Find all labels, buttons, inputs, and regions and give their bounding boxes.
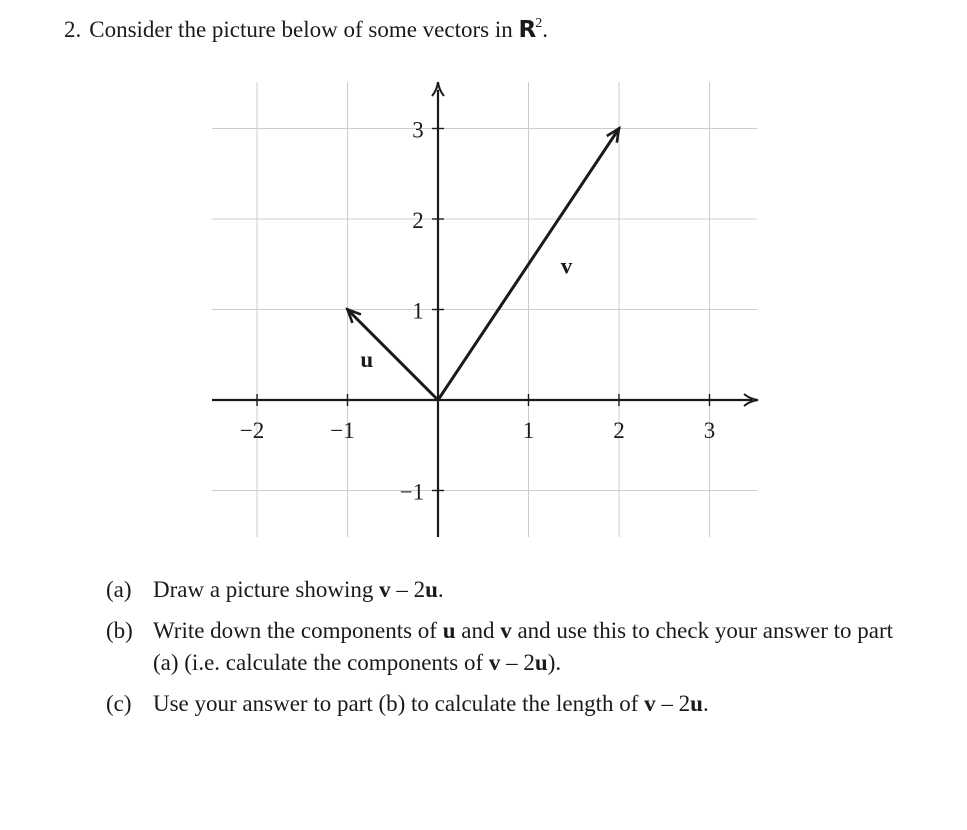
- space-exponent: 2: [535, 16, 543, 31]
- part-text: [153, 574, 906, 606]
- question-end-punct: .: [542, 17, 548, 42]
- y-tick-label: 3: [412, 117, 424, 143]
- part-text-segment: and: [455, 618, 501, 643]
- y-tick-label: 2: [412, 208, 424, 233]
- x-tick-label: −2: [239, 418, 265, 443]
- question-number: 2.: [64, 17, 82, 42]
- part-text: [153, 688, 906, 720]
- part-text-segment: and use this to check your answer to part (a) (i.e. calculate the components of: [153, 618, 894, 675]
- question-part: [106, 688, 906, 720]
- vector-symbol: v: [488, 650, 501, 675]
- vector-symbol: v: [379, 577, 391, 602]
- part-tag: (b): [106, 618, 133, 643]
- part-text-segment: Use your answer to part (b) to calculate the length of: [153, 691, 645, 716]
- part-text-segment: Draw a picture showing: [153, 577, 380, 602]
- vectors: [348, 129, 620, 401]
- vector-v-label: v: [560, 253, 573, 279]
- question-part: [106, 574, 906, 606]
- part-tag: (a): [106, 577, 132, 602]
- part-text-segment: Write down the components of: [153, 618, 443, 643]
- x-tick-label: 2: [613, 418, 625, 443]
- vector-symbol: v: [644, 691, 656, 716]
- x-tick-label: 1: [522, 418, 535, 443]
- vector-u-label: u: [360, 346, 374, 372]
- part-text-segment: – 2: [500, 650, 535, 675]
- part-text: [153, 615, 906, 679]
- part-text-segment: ).: [547, 650, 562, 675]
- real-numbers-symbol: R: [518, 17, 536, 43]
- x-tick-label: 3: [703, 418, 716, 443]
- part-text-segment: – 2: [655, 691, 691, 716]
- y-tick-label: 1: [412, 298, 424, 324]
- part-text-segment: – 2: [390, 577, 426, 602]
- question-parts: [106, 574, 906, 729]
- vector-symbol: u: [442, 618, 456, 643]
- x-tick-label: −1: [330, 418, 355, 443]
- vector-symbol: v: [500, 618, 512, 643]
- grid: [212, 82, 757, 537]
- part-text-segment: .: [702, 691, 709, 716]
- part-text-segment: .: [437, 577, 444, 602]
- vector-symbol: u: [425, 577, 438, 602]
- question-part: [106, 615, 906, 679]
- part-tag: (c): [106, 691, 132, 716]
- question-intro: Consider the picture below of some vectors in: [89, 17, 513, 42]
- vector-symbol: u: [534, 650, 548, 675]
- vector-symbol: u: [690, 691, 703, 716]
- tick-labels: [240, 118, 715, 505]
- y-tick-label: −1: [399, 479, 425, 505]
